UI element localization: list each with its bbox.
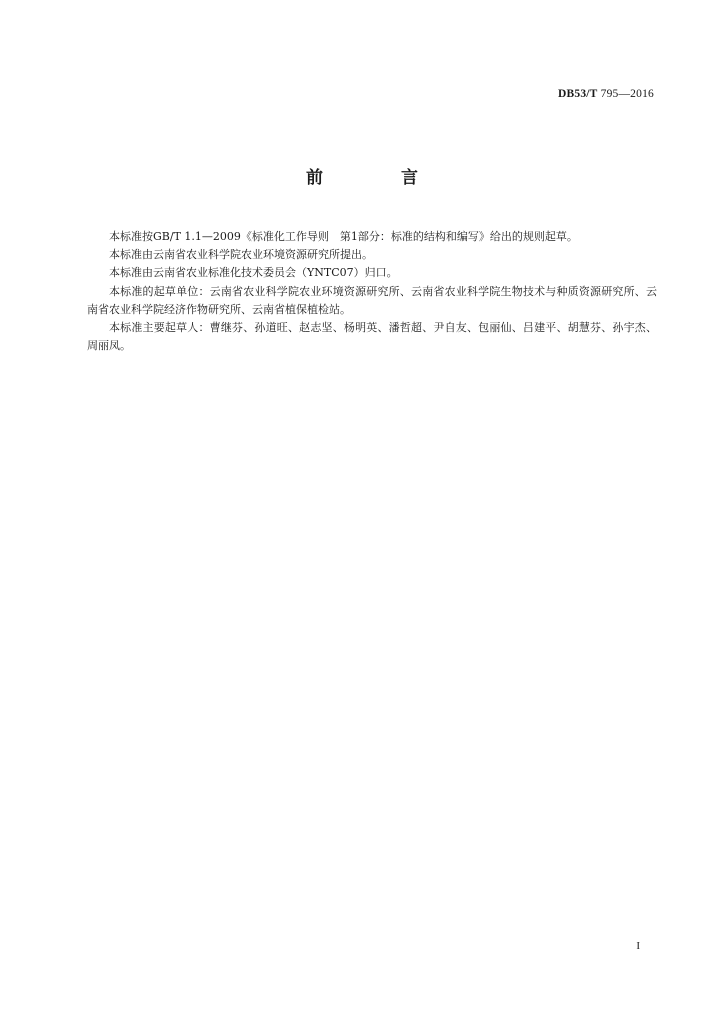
paragraph-drafting-units: 本标准的起草单位：云南省农业科学院农业环境资源研究所、云南省农业科学院生物技术与种质资源研究所、云南省农业科学院经济作物研究所、云南省植保植检站。 xyxy=(87,284,657,316)
standard-code-number: 795—2016 xyxy=(597,88,654,100)
page-number: I xyxy=(636,940,640,952)
paragraph-drafters: 本标准主要起草人：曹继芬、孙道旺、赵志坚、杨明英、潘哲超、尹自友、包丽仙、吕建平、胡慧芬、孙宇杰、周丽凤。 xyxy=(87,321,657,353)
paragraph-drafting-rules: 本标准按GB/T 1.1—2009《标准化工作导则 第1部分：标准的结构和编写》给出的规则起草。 xyxy=(109,230,578,243)
page-title: 前 言 xyxy=(306,168,454,188)
standard-code xyxy=(558,88,654,100)
paragraph-technical-committee: 本标准由云南省农业标准化技术委员会（YNTC07）归口。 xyxy=(109,266,398,280)
paragraph-proposer: 本标准由云南省农业科学院农业环境资源研究所提出。 xyxy=(109,248,373,262)
standard-code-prefix: DB53/T xyxy=(558,88,598,100)
foreword-body xyxy=(87,228,657,355)
